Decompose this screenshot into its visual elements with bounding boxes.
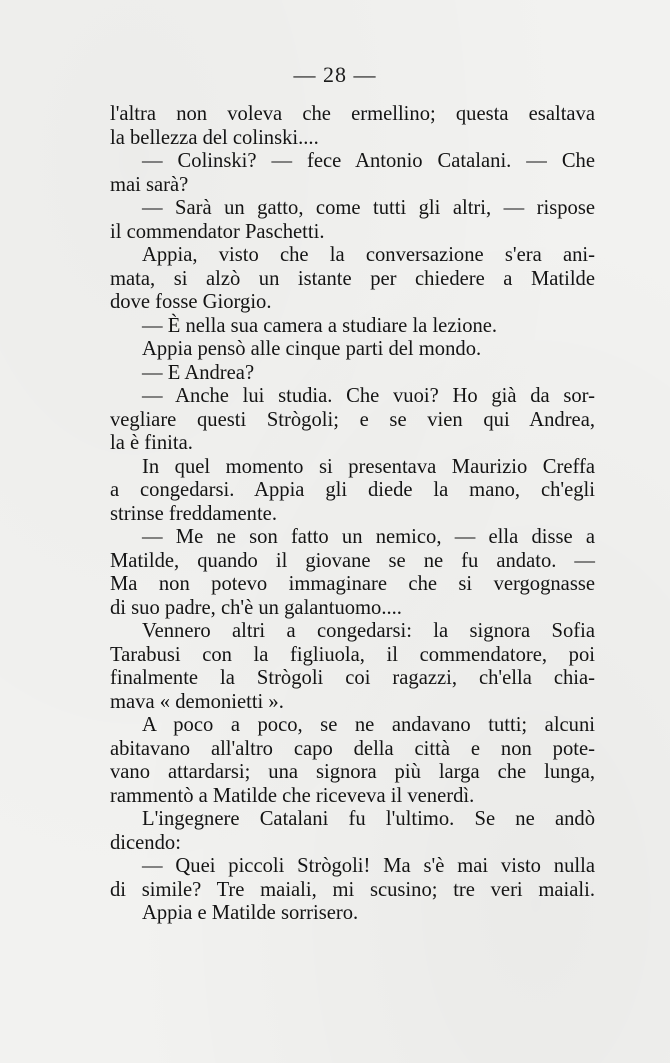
text-line: Matilde, quando il giovane se ne fu andato. —: [110, 549, 595, 572]
text-line: mata, si alzò un istante per chiedere a Matilde: [110, 267, 595, 290]
text-line: dicendo:: [110, 831, 181, 854]
text-line: a congedarsi. Appia gli diede la mano, ch'egli: [110, 479, 595, 501]
text-line: strinse freddamente.: [110, 502, 277, 525]
text-line: vano attardarsi; una signora più larga che lunga,: [110, 761, 595, 783]
text-line: — Sarà un gatto, come tutti gli altri, — rispose: [142, 197, 595, 219]
text-line: di suo padre, ch'è un galantuomo....: [110, 596, 402, 619]
text-line: di simile? Tre maiali, mi scusino; tre veri maiali.: [110, 878, 595, 901]
text-line: — È nella sua camera a studiare la lezione.: [142, 314, 498, 337]
text-line: In quel momento si presentava Maurizio Creffa: [142, 455, 595, 478]
text-line: dove fosse Giorgio.: [110, 291, 272, 313]
text-line: Tarabusi con la figliuola, il commendatore, poi: [110, 643, 595, 666]
text-line: Appia e Matilde sorrisero.: [142, 902, 359, 924]
text-line: mava « demonietti ».: [110, 690, 284, 713]
text-line: L'ingegnere Catalani fu l'ultimo. Se ne andò: [142, 808, 595, 830]
text-line: — Quei piccoli Strògoli! Ma s'è mai visto nulla: [142, 855, 595, 877]
text-line: vegliare questi Strògoli; e se vien qui Andrea,: [110, 408, 595, 431]
text-line: Appia pensò alle cinque parti del mondo.: [142, 338, 482, 360]
text-line: Vennero altri a congedarsi: la signora Sofia: [142, 620, 595, 642]
text-line: mai sarà?: [110, 173, 189, 196]
text-line: finalmente la Strògoli coi ragazzi, ch'ella chia-: [110, 667, 595, 689]
text-line: — Colinski? — fece Antonio Catalani. — Che: [142, 150, 595, 172]
text-line: la bellezza del colinski....: [110, 126, 319, 149]
text-line: Ma non potevo immaginare che si vergognasse: [110, 573, 595, 595]
text-line: rammentò a Matilde che riceveva il venerdì.: [110, 784, 475, 807]
text-line: — E Andrea?: [142, 361, 255, 384]
text-line: abitavano all'altro capo della città e non pote-: [110, 737, 595, 760]
text-line: il commendator Paschetti.: [110, 220, 325, 243]
text-line: la è finita.: [110, 432, 193, 454]
text-line: l'altra non voleva che ermellino; questa esaltava: [110, 103, 595, 125]
text-line: — Me ne son fatto un nemico, — ella disse a: [142, 526, 595, 548]
text-line: A poco a poco, se ne andavano tutti; alcuni: [142, 714, 595, 736]
body-text: [110, 103, 595, 926]
text-line: Appia, visto che la conversazione s'era ani-: [142, 244, 595, 266]
text-line: — Anche lui studia. Che vuoi? Ho già da sor-: [142, 385, 595, 407]
page-number: — 28 —: [293, 62, 377, 87]
